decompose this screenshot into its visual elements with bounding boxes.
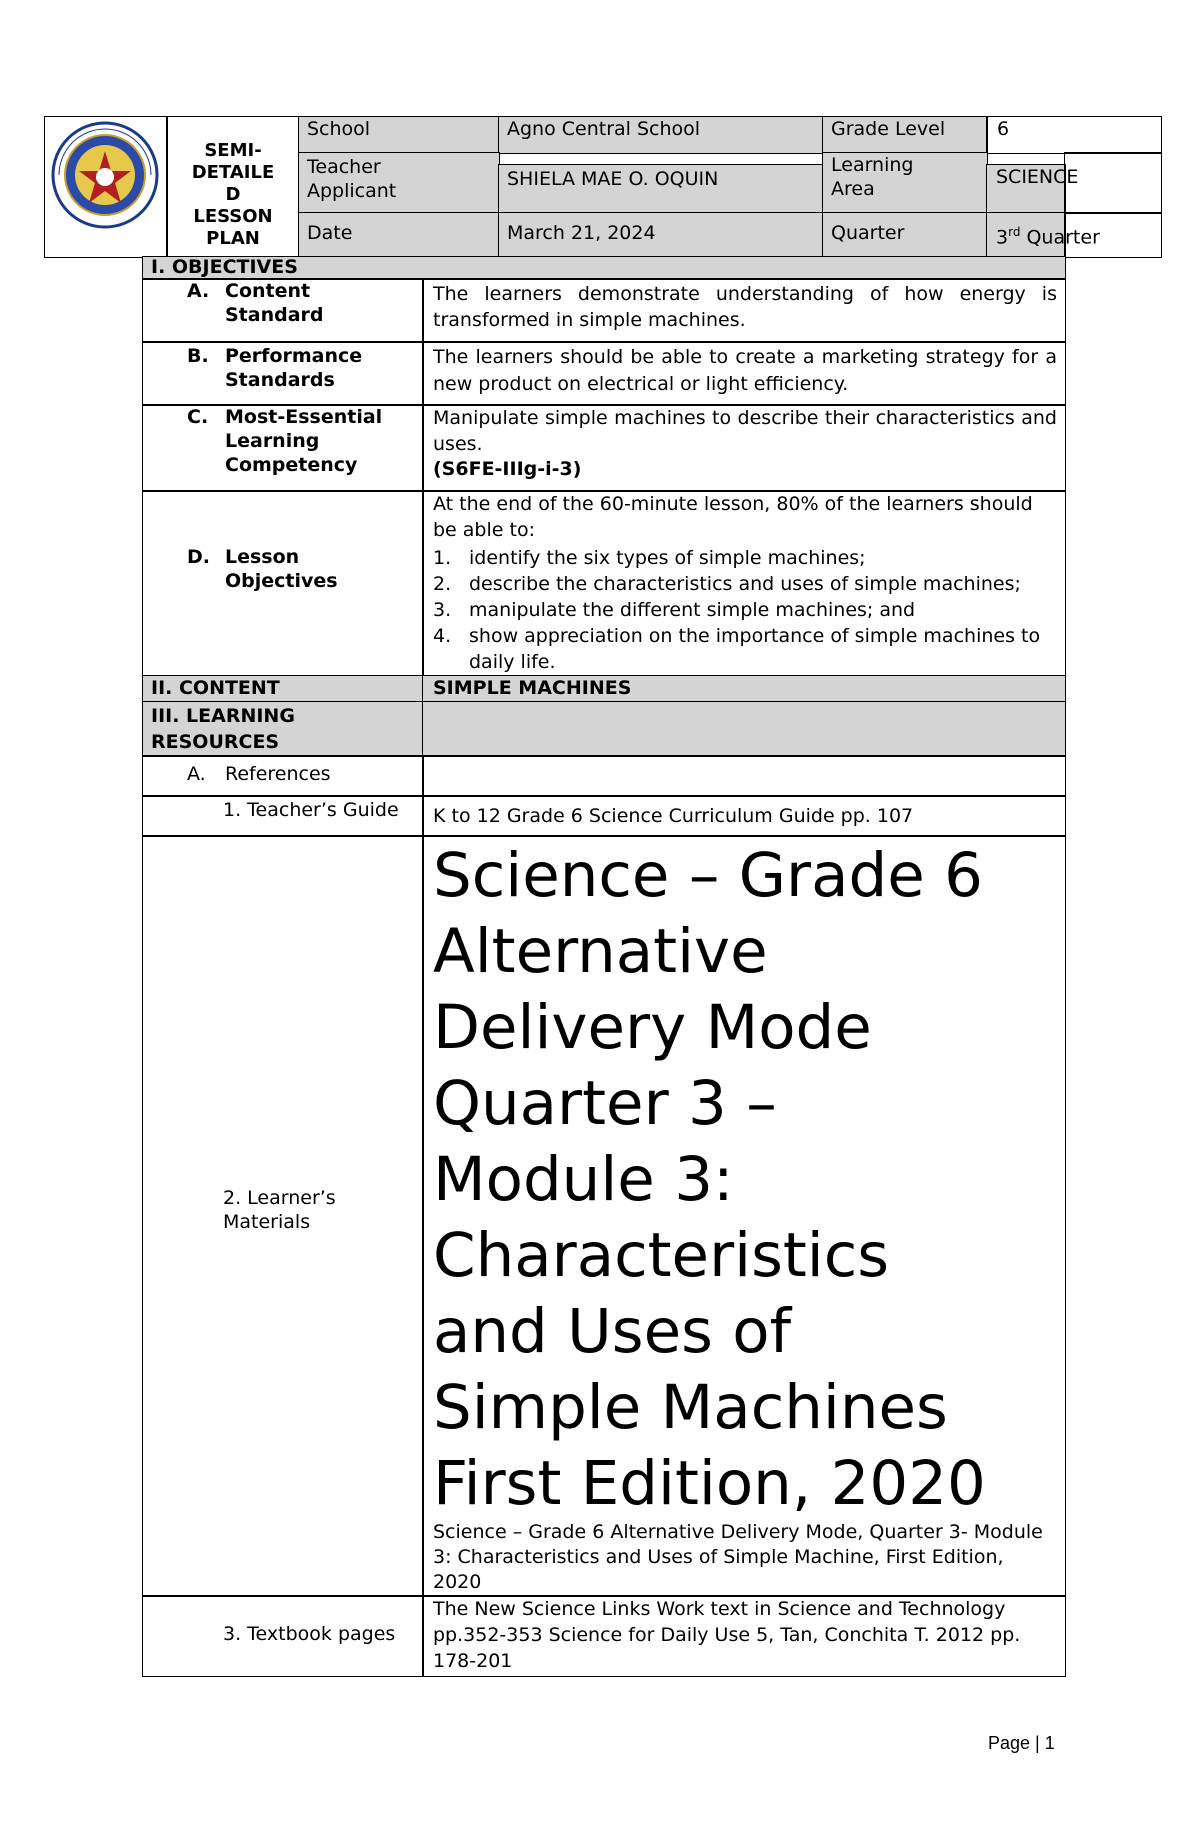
performance-standards-label: Performance Standards — [225, 345, 363, 391]
lesson-objectives-list — [433, 545, 1057, 675]
area-label: Learning Area — [831, 154, 914, 200]
lesson-objectives-value-cell — [422, 490, 1066, 677]
references-letter: A. — [187, 763, 206, 785]
page-number: Page | 1 — [988, 1733, 1055, 1753]
quarter-label: Quarter — [831, 222, 905, 244]
textbook-label: 3. Textbook pages — [223, 1623, 396, 1645]
content-heading-cell — [142, 675, 424, 703]
list-item: 3. manipulate the different simple machines; and — [433, 599, 916, 621]
melc-letter: C. — [187, 406, 209, 428]
objectives-heading: I. OBJECTIVES — [151, 256, 298, 278]
area-label-cell — [822, 152, 988, 214]
content-standard-letter: A. — [187, 280, 210, 302]
area-value: SCIENCE — [996, 166, 1079, 188]
references-label: References — [225, 763, 331, 785]
grade-value-cell — [986, 116, 1162, 154]
textbook-label-cell — [142, 1595, 424, 1677]
date-value: March 21, 2024 — [507, 222, 656, 244]
deped-seal-icon — [51, 121, 159, 229]
teachers-guide-value-cell — [422, 795, 1066, 837]
teachers-guide-value: K to 12 Grade 6 Science Curriculum Guide pp. 107 — [433, 805, 914, 827]
textbook-value: The New Science Links Work text in Science and Technology pp.352-353 Science for Daily Use 5, Tan, Conchita T. 2012 pp. 178-201 — [433, 1598, 1021, 1672]
school-value: Agno Central School — [507, 118, 701, 140]
content-value-cell — [422, 675, 1066, 703]
lesson-objectives-label-cell — [142, 490, 424, 677]
performance-standards-text: The learners should be able to create a marketing strategy for a new product on electrical or light efficiency. — [433, 346, 1057, 395]
teacher-label-cell — [298, 152, 500, 214]
learners-materials-big-title: Science – Grade 6 Alternative Delivery Mode Quarter 3 – Module 3: Characteristics and Uses of Simple Machines First Edition, 2020 — [433, 840, 986, 1519]
lesson-objectives-intro: At the end of the 60-minute lesson, 80% of the learners should be able to: — [433, 493, 1033, 541]
content-heading: II. CONTENT — [151, 677, 280, 699]
resources-heading: III. LEARNING RESOURCES — [151, 705, 295, 753]
learners-materials-value-cell — [422, 835, 1066, 1597]
performance-standards-value-cell — [422, 341, 1066, 406]
lesson-objectives-label: Lesson Objectives — [225, 546, 338, 592]
teacher-label: Teacher Applicant — [307, 156, 397, 202]
quarter-label-cell — [822, 212, 988, 258]
melc-value-cell — [422, 404, 1066, 492]
references-value-cell — [422, 755, 1066, 797]
resources-heading-value-cell — [422, 701, 1066, 757]
date-value-cell — [498, 212, 824, 258]
content-standard-value-cell — [422, 278, 1066, 343]
performance-standards-label-cell — [142, 341, 424, 406]
teacher-value-cell — [498, 164, 824, 214]
teacher-value: SHIELA MAE O. OQUIN — [507, 168, 719, 190]
school-value-cell — [498, 116, 824, 154]
area-value-cell-ext — [1064, 152, 1162, 214]
content-standard-label: Content Standard — [225, 280, 324, 326]
date-label: Date — [307, 222, 353, 244]
teachers-guide-label: 1. Teacher’s Guide — [223, 799, 399, 821]
list-item: 2. describe the characteristics and uses of simple machines; — [433, 573, 1021, 595]
school-label-cell — [298, 116, 500, 154]
learners-materials-citation: Science – Grade 6 Alternative Delivery Mode, Quarter 3- Module 3: Characteristics and Uses of Simple Machine, First Edition, 2020 — [433, 1521, 1043, 1593]
content-value: SIMPLE MACHINES — [433, 677, 632, 699]
references-label-cell — [142, 755, 424, 797]
melc-label: Most-Essential Learning Competency — [225, 406, 383, 476]
melc-label-cell — [142, 404, 424, 492]
list-item: 1. identify the six types of simple machines; — [433, 547, 866, 569]
melc-text: Manipulate simple machines to describe their characteristics and uses. — [433, 407, 1057, 455]
learners-materials-label-cell — [142, 835, 424, 1597]
learners-materials-label: 2. Learner’s Materials — [223, 1187, 336, 1233]
date-label-cell — [298, 212, 500, 258]
content-standard-text: The learners demonstrate understanding of how energy is transformed in simple machines. — [433, 283, 1057, 331]
performance-standards-letter: B. — [187, 345, 209, 367]
school-label: School — [307, 118, 371, 140]
content-standard-label-cell — [142, 278, 424, 343]
lesson-objectives-letter: D. — [187, 546, 210, 568]
grade-label: Grade Level — [831, 118, 946, 140]
plan-type-label: SEMI- DETAILE D LESSON PLAN — [191, 140, 275, 249]
grade-label-cell — [822, 116, 988, 154]
list-item: 4. show appreciation on the importance of simple machines to daily life. — [433, 625, 1041, 673]
quarter-value: 3rd Quarter — [996, 225, 1100, 249]
teachers-guide-label-cell — [142, 795, 424, 837]
logo-cell — [44, 116, 168, 258]
resources-heading-cell — [142, 701, 424, 757]
melc-code: (S6FE-IIIg-i-3) — [433, 458, 582, 480]
textbook-value-cell — [422, 1595, 1066, 1677]
grade-value: 6 — [997, 118, 1010, 140]
objectives-heading-row — [142, 256, 1066, 280]
